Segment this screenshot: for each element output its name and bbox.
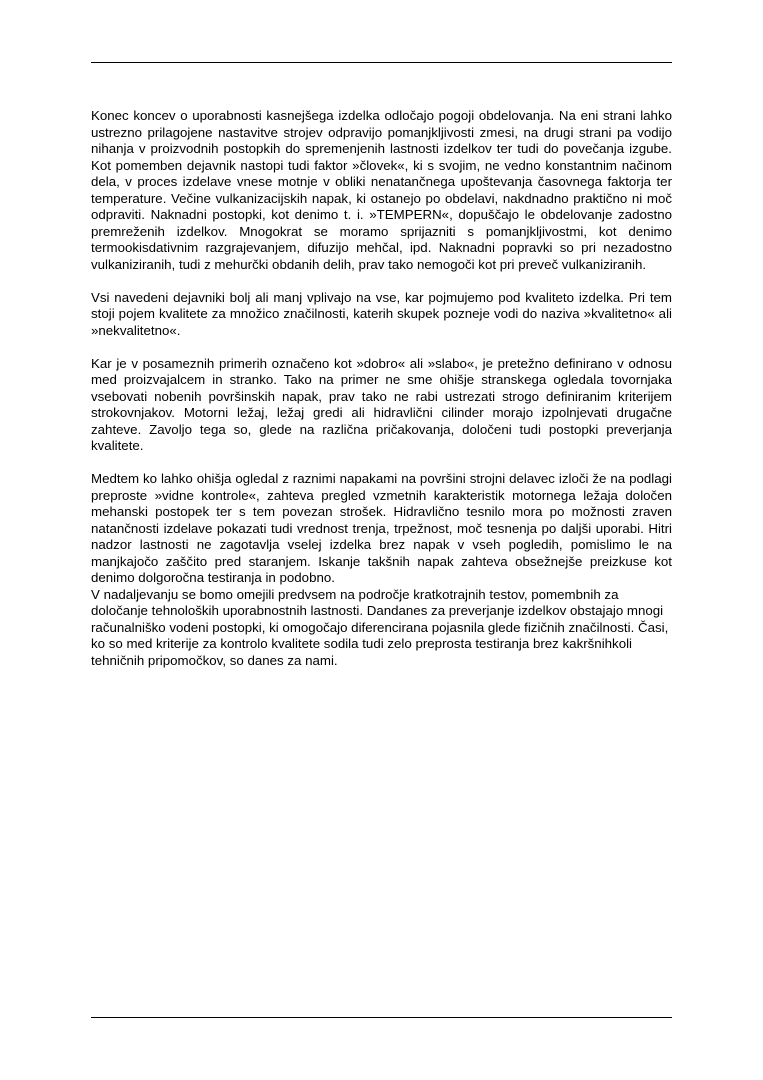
paragraph-2: Vsi navedeni dejavniki bolj ali manj vplivajo na vse, kar pojmujemo pod kvaliteto izdelka. Pri tem stoji pojem kvalitete za množico značilnosti, katerih skupek pozneje vodi do naziva »kvalitetno« ali »nekvalitetno«.	[91, 289, 672, 338]
document-body	[91, 108, 672, 686]
paragraph-5: V nadaljevanju se bomo omejili predvsem na področje kratkotrajnih testov, pomembnih za določanje tehnoloških uporabnostnih lastnosti. Dandanes za preverjanje izdelkov obstajajo mnogi računalniško vodeni postopki, ki omogočajo diferencirana pojasnila glede fizičnih značilnosti. Časi, ko so med kriterije za kontrolo kvalitete sodila tudi zelo preprosta testiranja brez kakršnihkoli tehničnih pripomočkov, so danes za nami.	[91, 586, 669, 668]
header-rule	[91, 62, 672, 63]
paragraph-1: Konec koncev o uporabnosti kasnejšega izdelka odločajo pogoji obdelovanja. Na eni strani lahko ustrezno prilagojene nastavitve strojev odpravijo pomanjkljivosti zmesi, na drugi strani pa vodijo nihanja v proizvodnih postopkih do spremenjenih lastnosti izdelkov ter tudi do povečanja izgube. Kot pomemben dejavnik nastopi tudi faktor »človek«, ki s svojim, ne vedno konstantnim načinom dela, v proces izdelave vnese motnje v obliki nenatančnega upoštevanja časovnega faktorja ter temperature. Večine vulkanizacijskih napak, ki ostanejo po obdelavi, nakdnadno praktično ni moč odpraviti. Naknadni postopki, kot denimo t. i. »TEMPERN«, dopuščajo le obdelovanje zadostno premreženih izdelkov. Mnogokrat se moramo sprijazniti s pomanjkljivostmi, kot denimo termookisdativnim razgrajevanjem, difuzijo mehčal, ipd. Naknadni popravki so pri nezadostno vulkaniziranih, tudi z mehurčki obdanih delih, prav tako nemogoči kot pri preveč vulkaniziranih.	[91, 108, 672, 272]
paragraph-3: Kar je v posameznih primerih označeno kot »dobro« ali »slabo«, je pretežno definirano v odnosu med proizvajalcem in stranko. Tako na primer ne sme ohišje stranskega ogledala tovornjaka vsebovati nobenih površinskih napak, prav tako ne rabi ustrezati strogo definiranim kriterijem strokovnjakov. Motorni ležaj, ležaj gredi ali hidravlični cilinder morajo izpolnjevati drugačne zahteve. Zavoljo tega so, glede na različna pričakovanja, določeni tudi postopki preverjanja kvalitete.	[91, 355, 672, 453]
paragraph-4: Medtem ko lahko ohišja ogledal z raznimi napakami na površini strojni delavec izloči že na podlagi preproste »vidne kontrole«, zahteva pregled vzmetnih karakteristik motornega ležaja določen mehanski postopek ter s tem povezan strošek. Hidravlično tesnilo mora po možnosti zraven natančnosti izdelave pokazati tudi vrednost trenja, trpežnost, moč tesnenja po daljši uporabi. Hitri nadzor lastnosti ne zagotavlja vselej izdelka brez napak v vseh pogledih, pomislimo le na manjkajočo zaščito pred staranjem. Iskanje takšnih napak zahteva obsežnejše preizkuse kot denimo dolgoročna testiranja in podobno.	[91, 471, 672, 585]
footer-rule	[91, 1017, 672, 1018]
